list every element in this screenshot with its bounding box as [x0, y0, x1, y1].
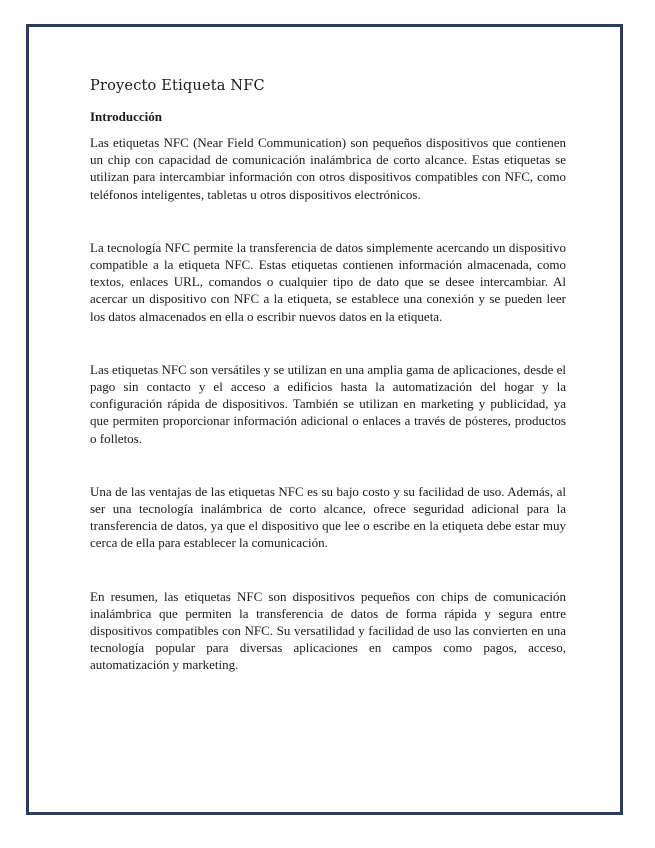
paragraph: Una de las ventajas de las etiquetas NFC es su bajo costo y su facilidad de uso. Además, al ser una tecnología inalámbrica de corto alcance, ofrece seguridad adicional para la transferencia de datos, ya que el dispositivo que lee o escribe en la etiqueta debe estar muy cerca de ella para establecer la comunicación.	[90, 483, 566, 551]
paragraph: La tecnología NFC permite la transferencia de datos simplemente acercando un dispositivo compatible a la etiqueta NFC. Estas etiquetas contienen información almacenada, como textos, enlaces URL, comandos o cualquier tipo de dato que se desee intercambiar. Al acercar un dispositivo con NFC a la etiqueta, se establece una conexión y se pueden leer los datos almacenados en ella o escribir nuevos datos en la etiqueta.	[90, 239, 566, 324]
paragraph: Las etiquetas NFC (Near Field Communication) son pequeños dispositivos que contienen un chip con capacidad de comunicación inalámbrica de corto alcance. Estas etiquetas se utilizan para intercambiar información con otros dispositivos compatibles con NFC, como teléfonos inteligentes, tabletas u otros dispositivos electrónicos.	[90, 135, 566, 202]
section-heading-introduccion: Introducción	[90, 109, 162, 124]
document-body	[90, 76, 566, 674]
document-title: Proyecto Etiqueta NFC	[90, 78, 265, 94]
paragraph: En resumen, las etiquetas NFC son dispositivos pequeños con chips de comunicación inalámbrica que permiten la transferencia de datos de forma rápida y segura entre dispositivos compatibles con NFC. Su versatilidad y facilidad de uso las convierten en una tecnología popular para diversas aplicaciones en campos como pagos, acceso, automatización y marketing.	[90, 588, 566, 673]
paragraph: Las etiquetas NFC son versátiles y se utilizan en una amplia gama de aplicaciones, desde el pago sin contacto y el acceso a edificios hasta la automatización del hogar y la configuración rápida de dispositivos. También se utilizan en marketing y publicidad, ya que permiten proporcionar información adicional o enlaces a través de pósteres, productos o folletos.	[90, 361, 566, 446]
